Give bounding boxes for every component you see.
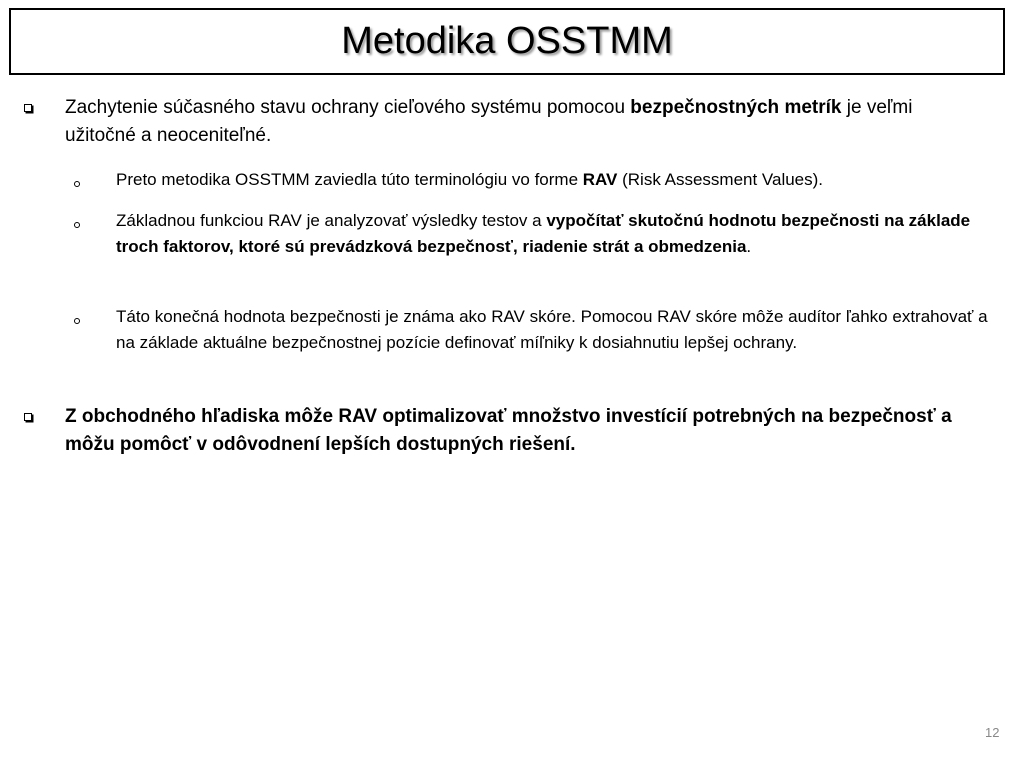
circle-bullet-icon (74, 222, 80, 228)
bullet-1-3-text: Táto konečná hodnota bezpečnosti je známa ako RAV skóre. Pomocou RAV skóre môže audítor ľahko extrahovať a na základe aktuálne bezpečnostnej pozície definovať míľniky k dosiahnutiu lepšej ochrany. (116, 307, 988, 352)
slide-title: Metodika OSSTMM (341, 20, 673, 62)
bullet-1-3 (116, 304, 996, 356)
bullet-2-text: Z obchodného hľadiska môže RAV optimalizovať množstvo investícií potrebných na bezpečnosť a môžu pomôcť v odôvodnení lepších dostupných riešení. (65, 406, 952, 455)
bullet-1-2-bold: vypočítať skutočnú hodnotu bezpečnosti na základe troch faktorov, ktoré sú prevádzková bezpečnosť, riadenie strát a obmedzenia (116, 211, 971, 256)
page-number: 12 (985, 725, 1000, 740)
bullet-1-text-end: je veľmi užitočné a neoceniteľné. (65, 97, 913, 146)
bullet-1-2-text: Základnou funkciou RAV je analyzovať výsledky testov a (116, 211, 547, 230)
bullet-1-text: Zachytenie súčasného stavu ochrany cieľového systému pomocou (65, 97, 631, 118)
title-box (9, 8, 1005, 75)
bullet-1 (65, 94, 965, 150)
bullet-2 (65, 403, 965, 459)
bullet-1-2-text-end: . (746, 237, 752, 256)
bullet-1-1-text: Preto metodika OSSTMM zaviedla túto terminológiu vo forme (116, 170, 583, 189)
circle-bullet-icon (74, 181, 80, 187)
bullet-1-1-text-end: (Risk Assessment Values). (617, 170, 824, 189)
bullet-1-2 (116, 208, 996, 260)
square-bullet-icon (24, 104, 32, 112)
bullet-1-1 (116, 167, 996, 193)
square-bullet-icon (24, 413, 32, 421)
bullet-1-1-bold: RAV (582, 170, 618, 189)
bullet-1-bold: bezpečnostných metrík (630, 97, 842, 118)
circle-bullet-icon (74, 318, 80, 324)
